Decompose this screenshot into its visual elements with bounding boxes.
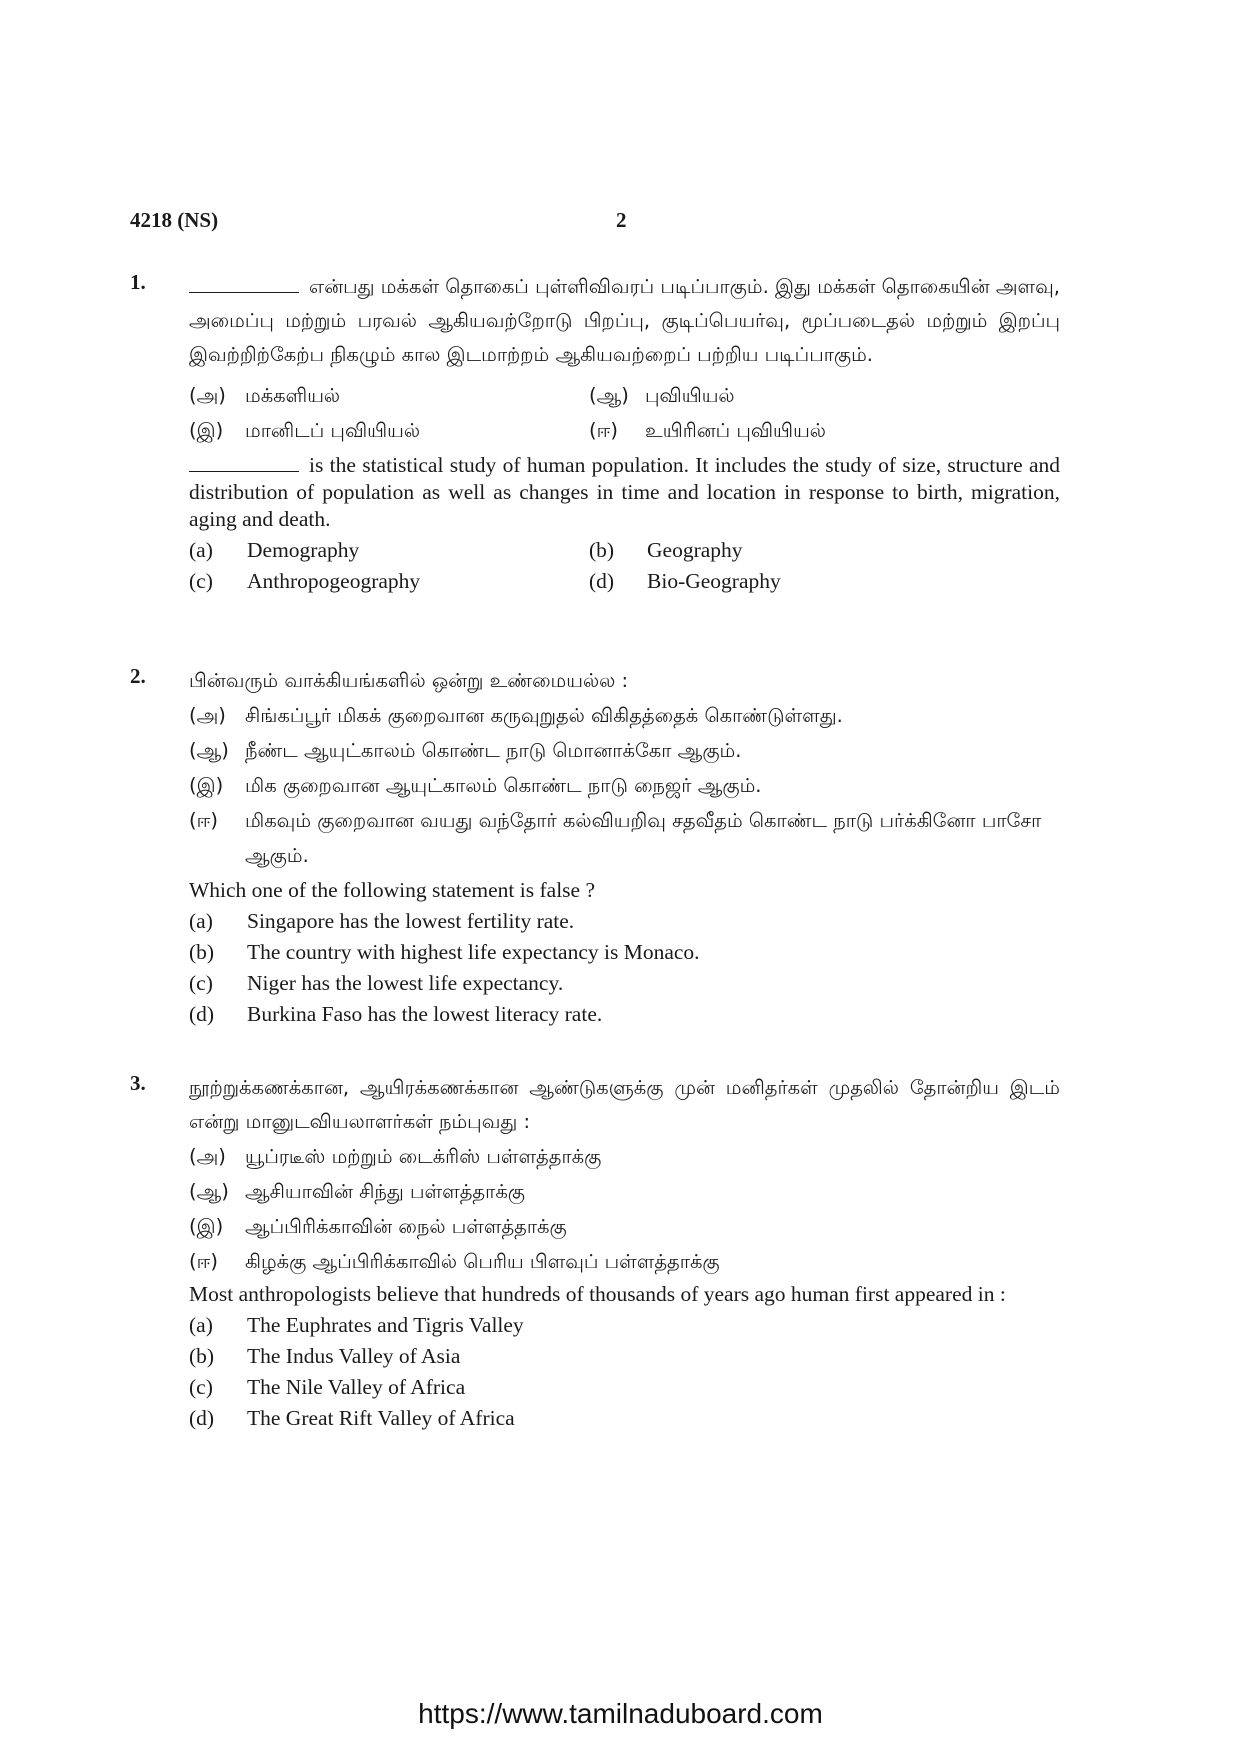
options-english bbox=[189, 1310, 1060, 1434]
question-text-english: is the statistical study of human population. It includes the study of size, structure and distribution of population as well as changes in time and location in response to birth, migration, aging and death. bbox=[189, 453, 1060, 531]
question-number: 3. bbox=[130, 1071, 146, 1095]
option-english-d: (d) The Great Rift Valley of Africa bbox=[189, 1406, 515, 1430]
option-tamil-a: (அ) மக்களியல் bbox=[189, 384, 341, 407]
option-tamil-a: (அ) சிங்கப்பூர் மிகக் குறைவான கருவுறுதல் விகிதத்தைக் கொண்டுள்ளது. bbox=[189, 704, 843, 727]
option-english-b: (b) The Indus Valley of Asia bbox=[189, 1344, 461, 1368]
source-url: https://www.tamilnaduboard.com bbox=[418, 1698, 823, 1729]
option-tamil-c: (இ) மானிடப் புவியியல் bbox=[189, 419, 421, 442]
option-english-c: (c) Niger has the lowest life expectancy. bbox=[189, 971, 564, 995]
option-english-c: (c) Anthropogeography bbox=[189, 569, 421, 593]
option-english-b: (b) The country with highest life expectancy is Monaco. bbox=[189, 940, 700, 964]
option-english-b: (b) Geography bbox=[589, 538, 743, 562]
option-english-a: (a) Singapore has the lowest fertility rate. bbox=[189, 909, 575, 933]
option-tamil-d: (ஈ) கிழக்கு ஆப்பிரிக்காவில் பெரிய பிளவுப் பள்ளத்தாக்கு bbox=[189, 1250, 720, 1273]
options-tamil bbox=[189, 378, 1060, 448]
question-number: 1. bbox=[130, 270, 146, 294]
answer-blank bbox=[189, 278, 299, 293]
option-tamil-c: (இ) ஆப்பிரிக்காவின் நைல் பள்ளத்தாக்கு bbox=[189, 1215, 567, 1238]
question-text-english: Most anthropologists believe that hundreds of thousands of years ago human first appeared in : bbox=[189, 1282, 1006, 1306]
options-tamil bbox=[189, 1139, 1060, 1279]
question-text-tamil: என்பது மக்கள் தொகைப் புள்ளிவிவரப் படிப்பாகும். இது மக்கள் தொகையின் அளவு, அமைப்பு மற்றும் பரவல் ஆகியவற்றோடு பிறப்பு, குடிப்பெயர்வு, மூப்படைதல் மற்றும் இறப்பு இவற்றிற்கேற்ப நிகழும் கால இடமாற்றம் ஆகியவற்றைப் பற்றிய படிப்பாகும். bbox=[189, 275, 1060, 366]
question-number: 2. bbox=[130, 664, 146, 688]
paper-code: 4218 (NS) bbox=[130, 208, 219, 232]
options-tamil bbox=[189, 698, 1060, 873]
option-tamil-a: (அ) யூப்ரடீஸ் மற்றும் டைக்ரிஸ் பள்ளத்தாக்கு bbox=[189, 1145, 602, 1168]
option-tamil-b: (ஆ) ஆசியாவின் சிந்து பள்ளத்தாக்கு bbox=[189, 1180, 526, 1203]
question-text-english: Which one of the following statement is false ? bbox=[189, 878, 595, 902]
page-number: 2 bbox=[616, 208, 627, 232]
option-english-a: (a) The Euphrates and Tigris Valley bbox=[189, 1313, 524, 1337]
option-tamil-c: (இ) மிக குறைவான ஆயுட்காலம் கொண்ட நாடு நைஜர் ஆகும். bbox=[189, 774, 762, 797]
option-tamil-d: (ஈ) உயிரினப் புவியியல் bbox=[589, 419, 826, 442]
option-english-a: (a) Demography bbox=[189, 538, 360, 562]
options-english bbox=[189, 535, 1060, 597]
option-english-d: (d) Burkina Faso has the lowest literacy rate. bbox=[189, 1002, 603, 1026]
option-tamil-b: (ஆ) நீண்ட ஆயுட்காலம் கொண்ட நாடு மொனாக்கோ ஆகும். bbox=[189, 739, 742, 762]
option-tamil-b: (ஆ) புவியியல் bbox=[589, 384, 735, 407]
option-english-c: (c) The Nile Valley of Africa bbox=[189, 1375, 466, 1399]
option-english-d: (d) Bio-Geography bbox=[589, 569, 781, 593]
answer-blank bbox=[189, 457, 299, 472]
options-english bbox=[189, 906, 1060, 1030]
question-text-tamil: நூற்றுக்கணக்கான, ஆயிரக்கணக்கான ஆண்டுகளுக்கு முன் மனிதர்கள் முதலில் தோன்றிய இடம் என்று மானுடவியலாளர்கள் நம்புவது : bbox=[189, 1076, 1060, 1133]
question-text-tamil: பின்வரும் வாக்கியங்களில் ஒன்று உண்மையல்ல : bbox=[189, 669, 629, 692]
page-header bbox=[130, 208, 630, 238]
option-tamil-d: (ஈ) மிகவும் குறைவான வயது வந்தோர் கல்வியறிவு சதவீதம் கொண்ட நாடு பர்க்கினோ பாசோ ஆகும். bbox=[189, 809, 1042, 867]
